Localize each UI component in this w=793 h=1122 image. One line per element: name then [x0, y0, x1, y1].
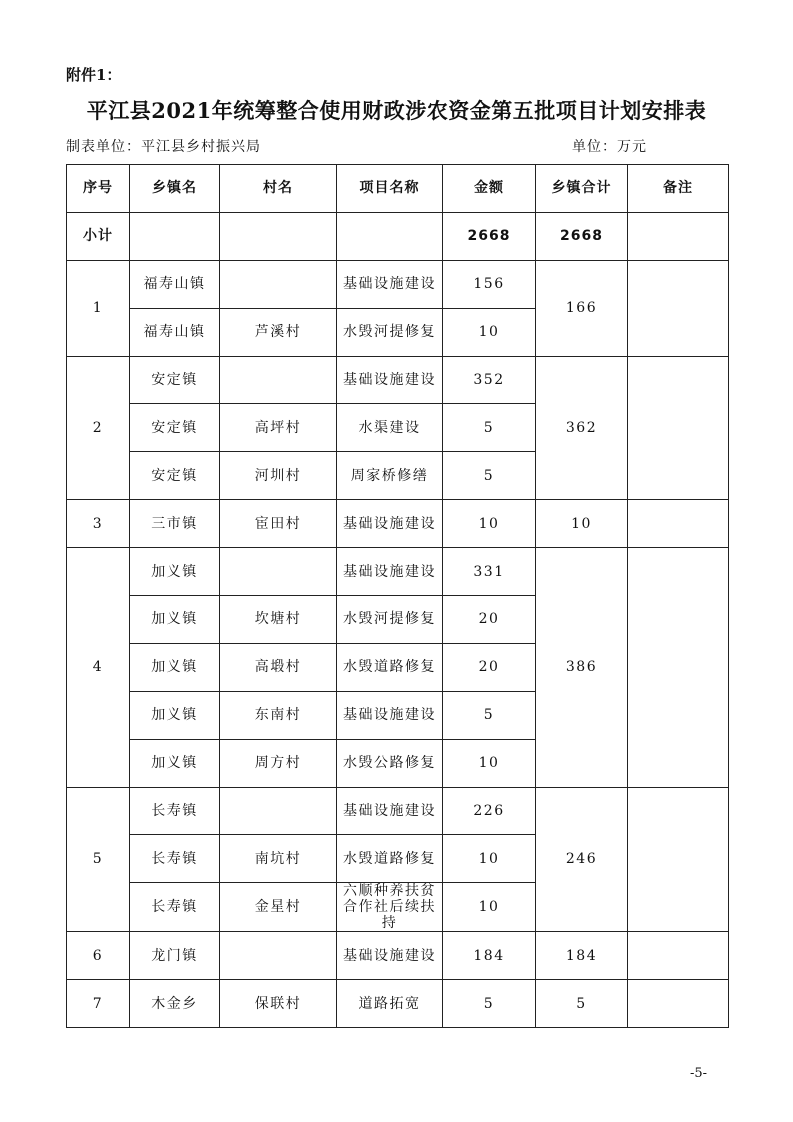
project-cell: 水毁河提修复 — [337, 308, 443, 356]
seq-cell: 3 — [67, 500, 130, 548]
town-cell: 福寿山镇 — [130, 260, 220, 308]
subtotal-amount: 2668 — [443, 212, 536, 260]
project-cell: 水毁公路修复 — [337, 739, 443, 787]
seq-cell: 5 — [67, 787, 130, 932]
remarks-cell — [628, 980, 729, 1028]
header-amount: 金额 — [443, 165, 536, 213]
remarks-cell — [628, 932, 729, 980]
seq-cell: 6 — [67, 932, 130, 980]
amount-cell: 5 — [443, 980, 536, 1028]
amount-cell: 10 — [443, 308, 536, 356]
amount-cell: 10 — [443, 739, 536, 787]
village-cell: 宦田村 — [220, 500, 337, 548]
town-total-cell: 10 — [536, 500, 628, 548]
empty-cell — [628, 212, 729, 260]
header-row — [67, 165, 729, 213]
seq-cell: 7 — [67, 980, 130, 1028]
town-cell: 龙门镇 — [130, 932, 220, 980]
amount-cell: 5 — [443, 404, 536, 452]
project-cell: 基础设施建设 — [337, 787, 443, 835]
town-cell: 福寿山镇 — [130, 308, 220, 356]
town-cell: 长寿镇 — [130, 787, 220, 835]
town-cell: 安定镇 — [130, 452, 220, 500]
amount-cell: 5 — [443, 691, 536, 739]
project-plan-table — [66, 164, 729, 1028]
header-town-total: 乡镇合计 — [536, 165, 628, 213]
town-total-cell: 362 — [536, 356, 628, 500]
project-cell: 基础设施建设 — [337, 500, 443, 548]
table-row — [67, 980, 729, 1028]
amount-cell: 5 — [443, 452, 536, 500]
issuing-unit: 制表单位：平江县乡村振兴局 — [66, 139, 261, 155]
town-cell: 加义镇 — [130, 596, 220, 644]
subtotal-row — [67, 212, 729, 260]
village-cell: 高塅村 — [220, 643, 337, 691]
village-cell — [220, 787, 337, 835]
amount-cell: 331 — [443, 548, 536, 596]
amount-cell: 10 — [443, 883, 536, 932]
header-seq: 序号 — [67, 165, 130, 213]
town-cell: 安定镇 — [130, 404, 220, 452]
page-number: -5- — [690, 1066, 708, 1081]
amount-cell: 10 — [443, 835, 536, 883]
town-total-cell: 184 — [536, 932, 628, 980]
town-cell: 安定镇 — [130, 356, 220, 404]
town-cell: 加义镇 — [130, 548, 220, 596]
seq-cell: 1 — [67, 260, 130, 356]
empty-cell — [337, 212, 443, 260]
table-row — [67, 548, 729, 596]
amount-cell: 156 — [443, 260, 536, 308]
empty-cell — [220, 212, 337, 260]
amount-cell: 20 — [443, 643, 536, 691]
project-cell: 基础设施建设 — [337, 691, 443, 739]
project-cell: 六顺种养扶贫合作社后续扶持 — [337, 883, 443, 932]
remarks-cell — [628, 260, 729, 356]
subtotal-label: 小计 — [67, 212, 130, 260]
remarks-cell — [628, 548, 729, 787]
village-cell — [220, 548, 337, 596]
table-row — [67, 260, 729, 308]
seq-cell: 4 — [67, 548, 130, 787]
village-cell: 河圳村 — [220, 452, 337, 500]
town-cell: 加义镇 — [130, 643, 220, 691]
project-cell: 基础设施建设 — [337, 260, 443, 308]
village-cell — [220, 356, 337, 404]
amount-cell: 184 — [443, 932, 536, 980]
project-cell: 道路拓宽 — [337, 980, 443, 1028]
project-cell: 水毁道路修复 — [337, 835, 443, 883]
header-remarks: 备注 — [628, 165, 729, 213]
table-row — [67, 787, 729, 835]
project-cell: 水毁道路修复 — [337, 643, 443, 691]
town-cell: 长寿镇 — [130, 835, 220, 883]
project-cell: 周家桥修缮 — [337, 452, 443, 500]
remarks-cell — [628, 356, 729, 500]
town-cell: 木金乡 — [130, 980, 220, 1028]
project-cell: 基础设施建设 — [337, 932, 443, 980]
currency-unit: 单位：万元 — [572, 139, 647, 155]
village-cell: 高坪村 — [220, 404, 337, 452]
village-cell — [220, 932, 337, 980]
town-total-cell: 386 — [536, 548, 628, 787]
table-row — [67, 356, 729, 404]
project-cell: 基础设施建设 — [337, 356, 443, 404]
village-cell: 保联村 — [220, 980, 337, 1028]
project-cell: 水渠建设 — [337, 404, 443, 452]
project-cell: 基础设施建设 — [337, 548, 443, 596]
town-cell: 三市镇 — [130, 500, 220, 548]
header-project: 项目名称 — [337, 165, 443, 213]
town-cell: 长寿镇 — [130, 883, 220, 932]
village-cell: 周方村 — [220, 739, 337, 787]
village-cell: 金星村 — [220, 883, 337, 932]
amount-cell: 10 — [443, 500, 536, 548]
project-cell: 水毁河提修复 — [337, 596, 443, 644]
amount-cell: 352 — [443, 356, 536, 404]
town-total-cell: 246 — [536, 787, 628, 932]
town-cell: 加义镇 — [130, 691, 220, 739]
amount-cell: 20 — [443, 596, 536, 644]
amount-cell: 226 — [443, 787, 536, 835]
subtotal-town-total: 2668 — [536, 212, 628, 260]
village-cell: 坎塘村 — [220, 596, 337, 644]
village-cell: 东南村 — [220, 691, 337, 739]
header-town: 乡镇名 — [130, 165, 220, 213]
town-total-cell: 5 — [536, 980, 628, 1028]
page-title: 平江县2021年统筹整合使用财政涉农资金第五批项目计划安排表 — [86, 98, 707, 123]
table-row — [67, 500, 729, 548]
remarks-cell — [628, 500, 729, 548]
town-total-cell: 166 — [536, 260, 628, 356]
attachment-label: 附件1： — [66, 66, 122, 84]
table-row — [67, 932, 729, 980]
remarks-cell — [628, 787, 729, 932]
village-cell: 南坑村 — [220, 835, 337, 883]
header-village: 村名 — [220, 165, 337, 213]
empty-cell — [130, 212, 220, 260]
village-cell — [220, 260, 337, 308]
town-cell: 加义镇 — [130, 739, 220, 787]
seq-cell: 2 — [67, 356, 130, 500]
village-cell: 芦溪村 — [220, 308, 337, 356]
